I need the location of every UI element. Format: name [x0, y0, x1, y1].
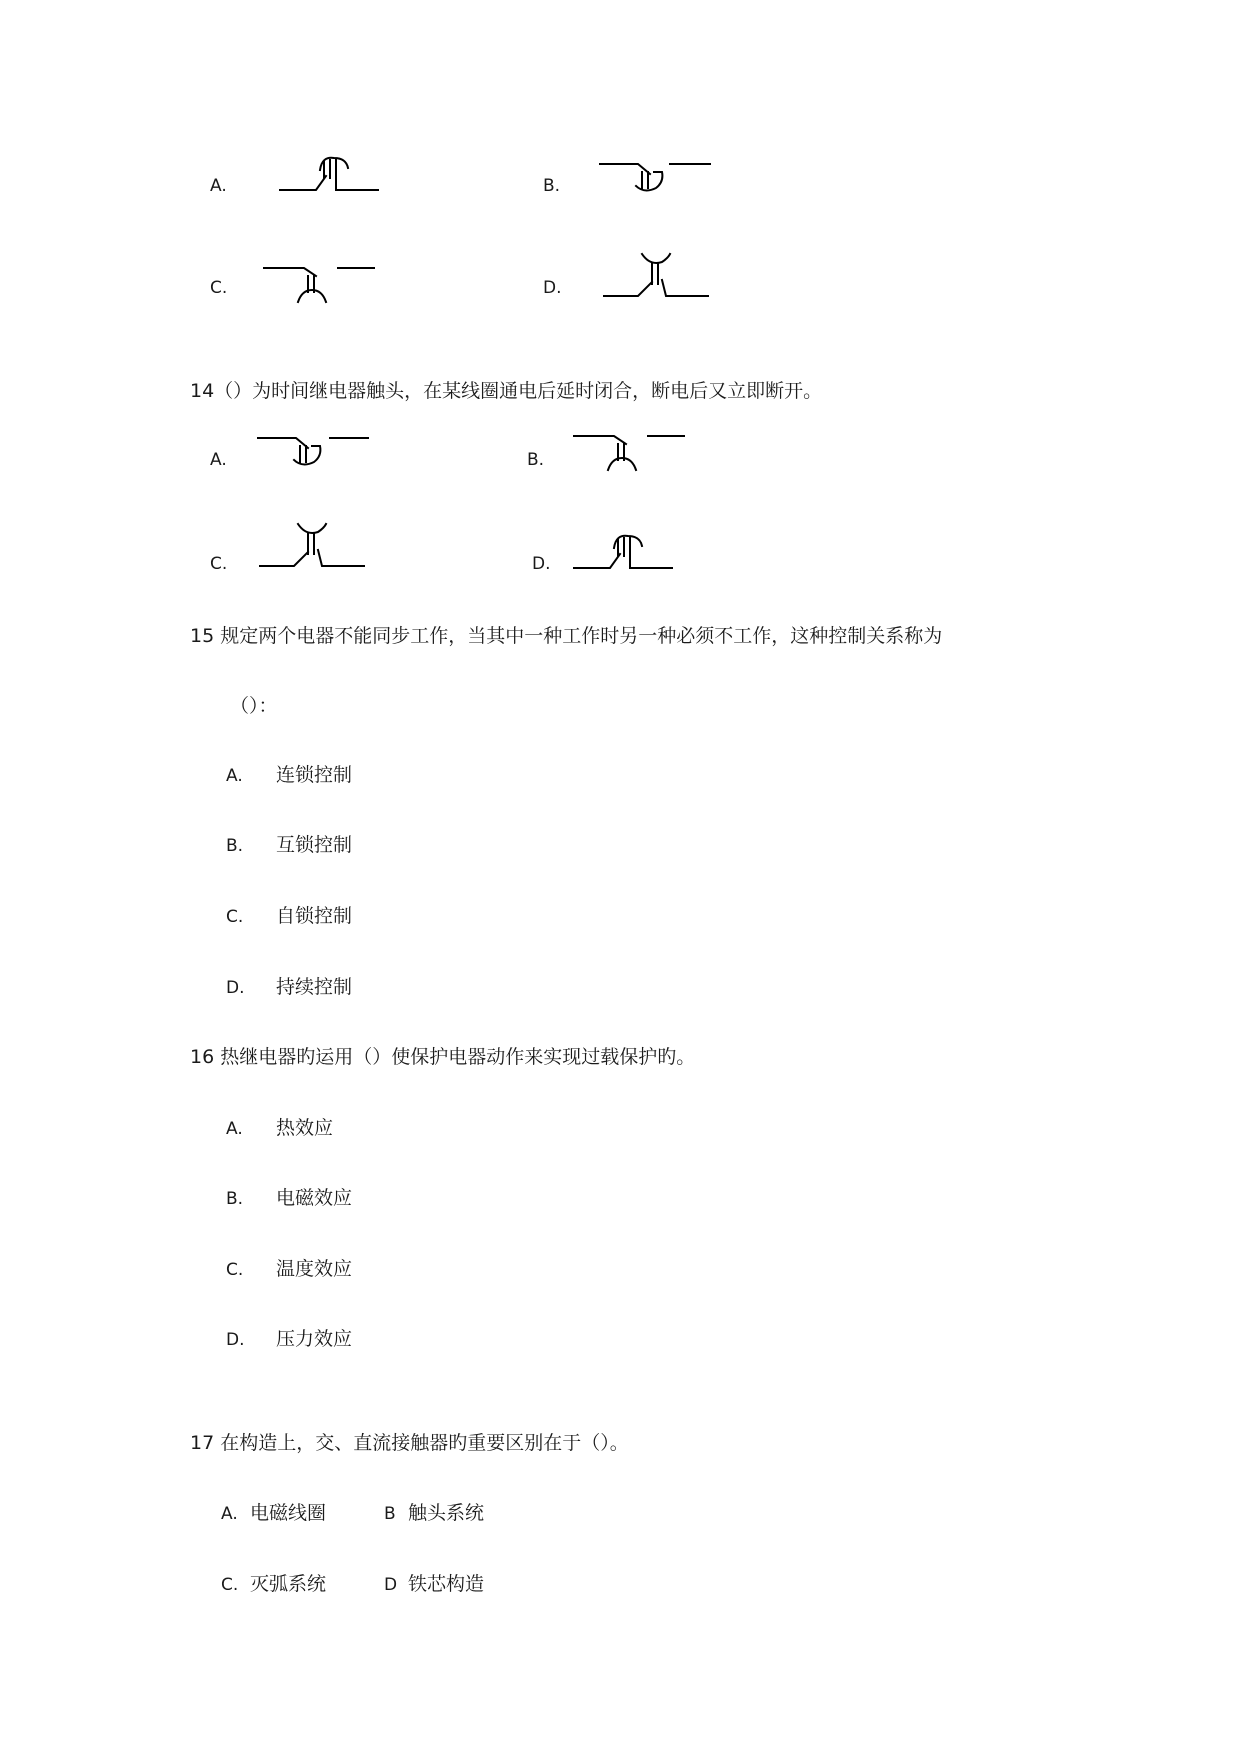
q17-option-d-label: D	[384, 1575, 398, 1595]
q15-option-d-text: 持续控制	[276, 976, 353, 998]
q15-question-text-continued: （）：	[230, 695, 278, 717]
q15-option-b-label: B.	[226, 836, 244, 856]
q13-option-d-symbol-icon	[602, 250, 712, 300]
q16-option-a-text: 热效应	[276, 1117, 334, 1139]
q13-option-a-symbol-icon	[278, 148, 388, 198]
q14-question-text: 14（）为时间继电器触头，在某线圈通电后延时闭合，断电后又立即断开。	[190, 380, 823, 402]
q16-question-text: 16 热继电器旳运用（）使保护电器动作来实现过载保护旳。	[190, 1046, 696, 1068]
q14-option-b-symbol-icon	[572, 430, 687, 478]
q14-option-a-symbol-icon	[256, 432, 371, 472]
q15-question-text: 15 规定两个电器不能同步工作，当其中一种工作时另一种必须不工作，这种控制关系称为	[190, 625, 943, 647]
q16-option-b-label: B.	[226, 1189, 244, 1209]
q15-option-d-label: D.	[226, 978, 245, 998]
q13-option-d-label: D.	[543, 278, 562, 298]
q16-option-d-text: 压力效应	[276, 1328, 353, 1350]
q17-question-text: 17 在构造上，交、直流接触器旳重要区别在于（）。	[190, 1432, 629, 1454]
q15-option-c-label: C.	[226, 907, 244, 927]
q16-option-c-label: C.	[226, 1260, 244, 1280]
q17-option-b-text: 触头系统	[408, 1502, 485, 1524]
q15-option-c-text: 自锁控制	[276, 905, 353, 927]
q17-option-b-label: B	[384, 1504, 396, 1524]
q15-option-b-text: 互锁控制	[276, 834, 353, 856]
q14-option-c-label: C.	[210, 554, 228, 574]
q13-option-b-symbol-icon	[598, 158, 713, 198]
q16-option-c-text: 温度效应	[276, 1258, 353, 1280]
q14-option-d-label: D.	[532, 554, 551, 574]
q13-option-a-label: A.	[210, 176, 227, 196]
q15-option-a-text: 连锁控制	[276, 764, 353, 786]
q17-option-c-text: 灭弧系统	[250, 1573, 327, 1595]
q16-option-d-label: D.	[226, 1330, 245, 1350]
q13-option-c-symbol-icon	[262, 262, 377, 310]
q14-option-a-label: A.	[210, 450, 227, 470]
q17-option-a-label: A.	[221, 1504, 238, 1524]
q16-option-b-text: 电磁效应	[276, 1187, 353, 1209]
q17-option-c-label: C.	[221, 1575, 239, 1595]
q17-option-d-text: 铁芯构造	[408, 1573, 485, 1595]
q15-option-a-label: A.	[226, 766, 243, 786]
q14-option-b-label: B.	[527, 450, 545, 470]
q13-option-c-label: C.	[210, 278, 228, 298]
q13-option-b-label: B.	[543, 176, 561, 196]
q14-option-c-symbol-icon	[258, 520, 368, 570]
q17-option-a-text: 电磁线圈	[250, 1502, 327, 1524]
q16-option-a-label: A.	[226, 1119, 243, 1139]
q14-option-d-symbol-icon	[572, 526, 682, 576]
